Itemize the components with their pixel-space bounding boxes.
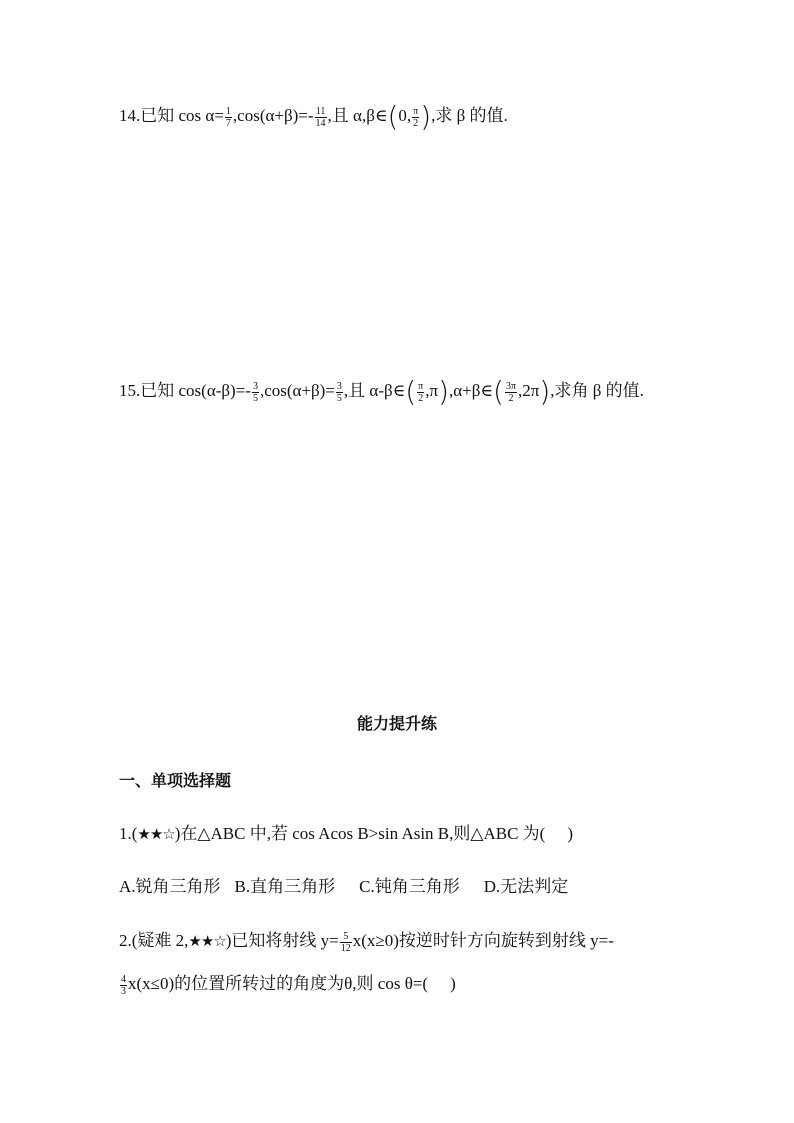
right-paren: ) bbox=[539, 375, 551, 409]
mc-question-2 bbox=[119, 929, 614, 954]
q15-mid3: ,α+β∈ bbox=[449, 381, 493, 400]
q15-prefix: 15.已知 cos(α-β)=- bbox=[119, 381, 251, 400]
left-paren: ( bbox=[405, 375, 417, 409]
mc2-close: ) bbox=[450, 974, 456, 993]
question-14 bbox=[119, 100, 508, 134]
left-paren: ( bbox=[387, 100, 399, 134]
right-paren: ) bbox=[420, 100, 432, 134]
question-15 bbox=[119, 375, 644, 409]
section-heading: 一、单项选择题 bbox=[119, 771, 232, 790]
q15-mid1: ,cos(α+β)= bbox=[259, 381, 335, 400]
choice-d[interactable]: D.无法判定 bbox=[483, 877, 569, 896]
q15-suffix: ,求角 β 的值. bbox=[550, 381, 644, 400]
q14-suffix: ,求 β 的值. bbox=[431, 106, 508, 125]
q14-mid2: ,且 α,β∈ bbox=[327, 106, 388, 125]
mc1-close: ) bbox=[567, 824, 574, 843]
mc1-text: )在△ABC 中,若 cos Acos B>sin Asin B,则△ABC 为( bbox=[174, 824, 546, 843]
left-paren: ( bbox=[493, 375, 504, 409]
fraction: $\frac{3}{5}$ bbox=[252, 380, 258, 404]
choice-c[interactable]: C.钝角三角形 bbox=[359, 877, 460, 896]
difficulty-stars-icon: ★★☆ bbox=[188, 932, 226, 950]
mc2-text1: )已知将射线 y= bbox=[225, 931, 339, 950]
fraction: $\frac{11}{14}$ bbox=[315, 105, 326, 129]
section-title: 能力提升练 bbox=[356, 714, 437, 733]
fraction: $\frac{3}{5}$ bbox=[336, 380, 342, 404]
q14-mid1: ,cos(α+β)=- bbox=[232, 106, 314, 125]
interval-end: ,π bbox=[425, 381, 439, 400]
mc2-text3: x(x≤0)的位置所转过的角度为θ,则 cos θ=( bbox=[128, 974, 429, 993]
fraction: $\frac{\pi}{2}$ bbox=[418, 380, 424, 404]
choice-b[interactable]: B.直角三角形 bbox=[234, 877, 336, 896]
mc1-prefix: 1.( bbox=[119, 824, 138, 843]
fraction: $\frac{4}{3}$ bbox=[121, 973, 126, 997]
mc-question-2-cont bbox=[119, 972, 456, 997]
fraction: $\frac{1}{7}$ bbox=[225, 105, 231, 129]
right-paren: ) bbox=[438, 375, 450, 409]
q14-prefix: 14.已知 cos α= bbox=[119, 106, 224, 125]
interval-end: ,2π bbox=[518, 381, 540, 400]
difficulty-stars-icon: ★★☆ bbox=[137, 825, 175, 843]
mc1-choices bbox=[119, 875, 582, 899]
fraction: $\frac{\pi}{2}$ bbox=[413, 105, 419, 129]
choice-a[interactable]: A.锐角三角形 bbox=[119, 877, 221, 896]
fraction: $\frac{5}{12}$ bbox=[340, 930, 351, 954]
mc2-prefix: 2.(疑难 2, bbox=[119, 931, 189, 950]
interval-start: 0, bbox=[398, 106, 412, 125]
mc-question-1 bbox=[119, 822, 573, 846]
mc2-text2: x(x≥0)按逆时针方向旋转到射线 y=- bbox=[352, 931, 614, 950]
q15-mid2: ,且 α-β∈ bbox=[343, 381, 406, 400]
fraction: $\frac{3\pi}{2}$ bbox=[505, 380, 516, 404]
